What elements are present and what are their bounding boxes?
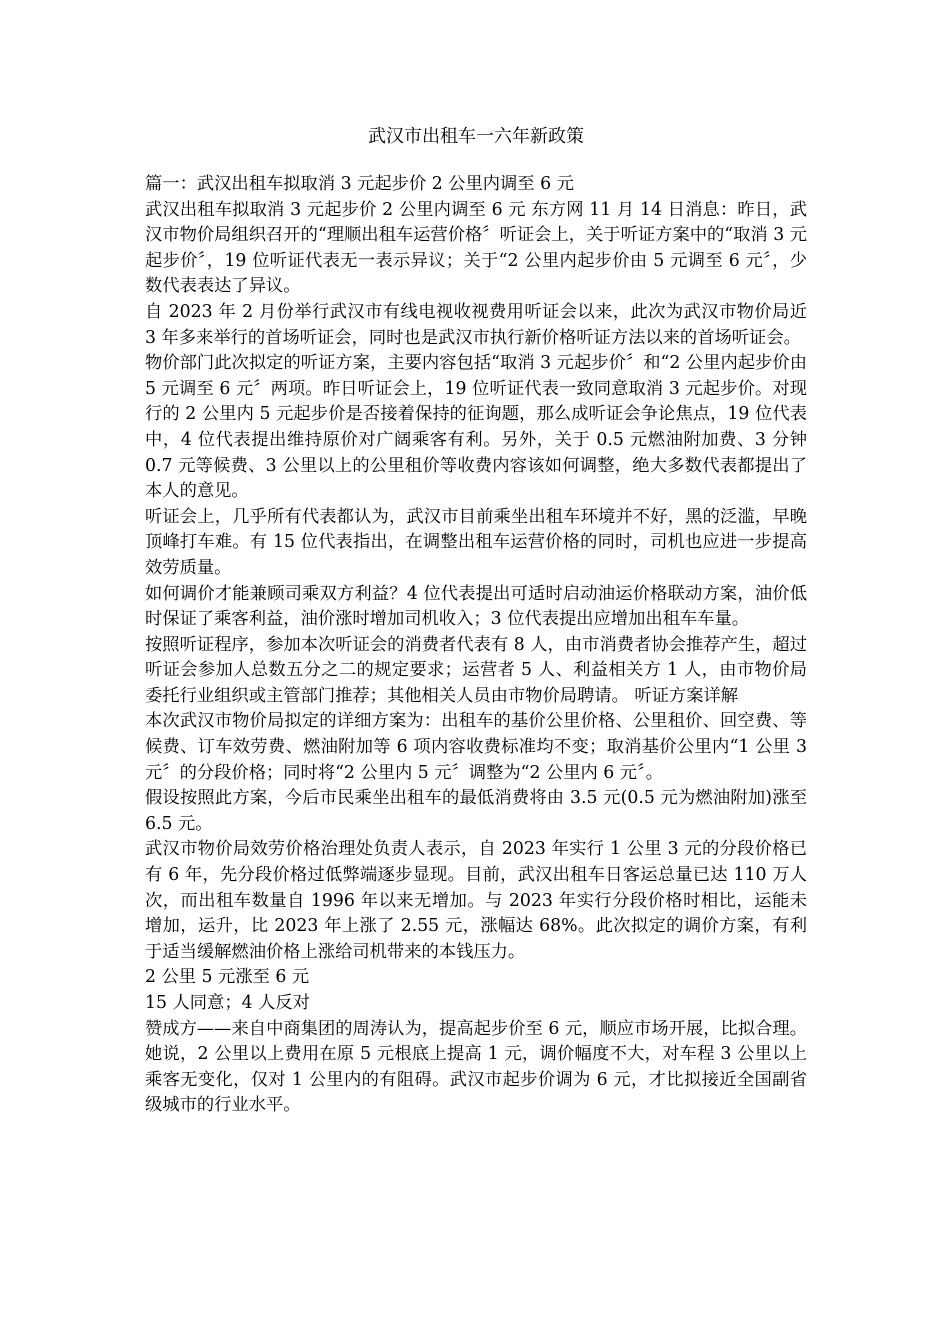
paragraph: 听证会上，几乎所有代表都认为，武汉市目前乘坐出租车环境并不好，黑的泛滥，早晚顶峰打车难。有 15 位代表指出，在调整出租车运营价格的同时，司机也应进一步提高效劳质量。 xyxy=(145,506,807,578)
paragraph: 物价部门此次拟定的听证方案，主要内容包括“取消 3 元起步价〞和“2 公里内起步价由 5 元调至 6 元〞两项。昨日听证会上，19 位听证代表一致同意取消 3 元起步价。对现行的 2 公里内 5 元起步价是否接着保持的征询题，那么成听证会争论焦点，19 位代表中，4 位代表提出维持原价对广阔乘客有利。另外，关于 0.5 元燃油附加费、3 分钟 0.7 元等候费、3 公里以上的公里租价等收费内容该如何调整，绝大多数代表都提出了本人的意见。 xyxy=(145,353,807,502)
paragraph: 武汉出租车拟取消 3 元起步价 2 公里内调至 6 元 东方网 11 月 14 日消息：昨日，武汉市物价局组织召开的“理顺出租车运营价格〞听证会上，关于听证方案中的“取消 3 元起步价〞，19 位听证代表无一表示异议；关于“2 公里内起步价由 5 元调至 6 元〞，少数代表表达了异议。 xyxy=(145,199,807,297)
paragraph: 自 2023 年 2 月份举行武汉市有线电视收视费用听证会以来，此次为武汉市物价局近 3 年多来举行的首场听证会，同时也是武汉市执行新价格听证方法以来的首场听证会。 xyxy=(145,301,807,348)
section-subheading: 15 人同意；4 人反对 xyxy=(145,993,310,1013)
paragraph: 如何调价才能兼顾司乘双方利益？4 位代表提出可适时启动油运价格联动方案，油价低时保证了乘客利益，油价涨时增加司机收入；3 位代表提出应增加出租车车量。 xyxy=(145,583,807,630)
paragraph-subtitle: 篇一：武汉出租车拟取消 3 元起步价 2 公里内调至 6 元 xyxy=(145,174,574,194)
document-title: 武汉市出租车一六年新政策 xyxy=(368,126,584,147)
paragraph: 赞成方——来自中商集团的周涛认为，提高起步价至 6 元，顺应市场开展，比拟合理。她说，2 公里以上费用在原 5 元根底上提高 1 元，调价幅度不大，对车程 3 公里以上乘客无变化，仅对 1 公里内的有阻碍。武汉市起步价调为 6 元，才比拟接近全国副省级城市的行业水平。 xyxy=(145,1018,807,1116)
section-heading: 2 公里 5 元涨至 6 元 xyxy=(145,967,310,988)
paragraph: 假设按照此方案，今后市民乘坐出租车的最低消费将由 3.5 元(0.5 元为燃油附加)涨至 6.5 元。 xyxy=(145,788,807,834)
document-body xyxy=(145,172,807,1119)
paragraph: 按照听证程序，参加本次听证会的消费者代表有 8 人，由市消费者协会推荐产生，超过听证会参加人总数五分之二的规定要求；运营者 5 人、利益相关方 1 人，由市物价局委托行业组织或主管部门推荐；其他相关人员由市物价局聘请。 听证方案详解 xyxy=(145,634,807,706)
document-page xyxy=(145,124,807,1119)
paragraph: 武汉市物价局效劳价格治理处负责人表示，自 2023 年实行 1 公里 3 元的分段价格已有 6 年，先分段价格过低弊端逐步显现。目前，武汉出租车日客运总量已达 110 万人次，而出租车数量自 1996 年以来无增加。与 2023 年实行分段价格时相比，运能未增加，运升，比 2023 年上涨了 2.55 元，涨幅达 68%。此次拟定的调价方案，有利于适当缓解燃油价格上涨给司机带来的本钱压力。 xyxy=(145,839,807,962)
paragraph: 本次武汉市物价局拟定的详细方案为：出租车的基价公里价格、公里租价、回空费、等候费、订车效劳费、燃油附加等 6 项内容收费标准均不变；取消基价公里内“1 公里 3 元〞的分段价格；同时将“2 公里内 5 元〞调整为“2 公里内 6 元〞。 xyxy=(145,711,807,783)
